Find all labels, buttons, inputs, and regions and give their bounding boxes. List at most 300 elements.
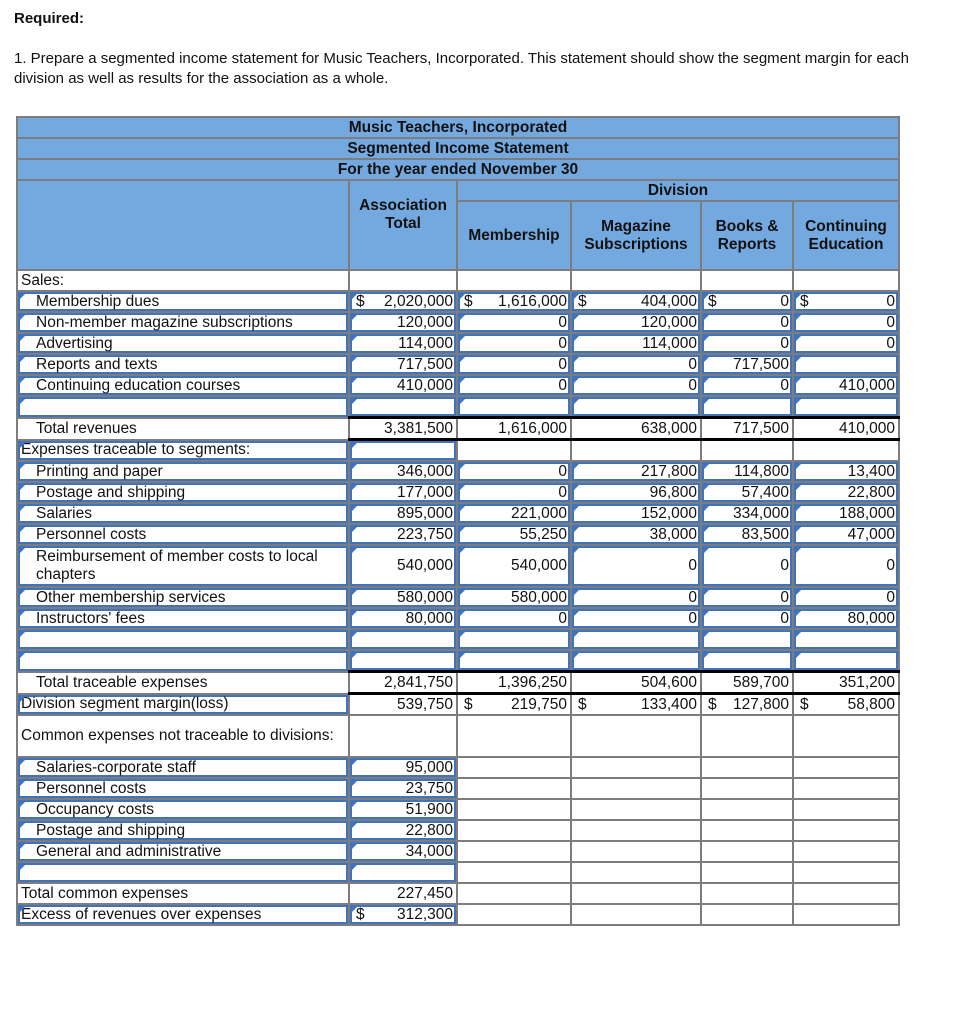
row-label-text: Personnel costs (36, 779, 147, 797)
table-row (17, 270, 899, 291)
row-label-text: Personnel costs (36, 525, 147, 543)
amount-value: 0 (688, 557, 697, 574)
table-row (17, 883, 899, 904)
row-label-text: Salaries-corporate staff (36, 758, 196, 776)
amount-input[interactable] (571, 503, 701, 524)
amount-cell (793, 757, 899, 778)
row-label-input[interactable] (17, 375, 349, 396)
amount-cell (701, 270, 793, 291)
amount-value: 717,500 (732, 419, 789, 437)
question-text: 1. Prepare a segmented income statement for Music Teachers, Incorporated. This statement should show the segment margin for each division as well as results for the association as a whole. (14, 50, 909, 87)
amount-value: 410,000 (838, 419, 895, 437)
dollar-sign: $ (708, 292, 717, 310)
amount-input[interactable] (457, 396, 571, 418)
amount-cell (457, 757, 571, 778)
amount-value: 539,750 (396, 695, 453, 713)
amount-input[interactable] (349, 629, 457, 650)
amount-input[interactable] (701, 587, 793, 608)
amount-cell (701, 418, 793, 440)
row-label-text: Total revenues (36, 419, 137, 437)
amount-cell (349, 883, 457, 904)
amount-input[interactable] (571, 461, 701, 482)
amount-value: 0 (780, 588, 789, 606)
row-label-input[interactable] (17, 757, 349, 778)
amount-value: 114,800 (734, 462, 789, 480)
table-row (17, 482, 899, 503)
amount-value: 0 (688, 355, 697, 373)
required-heading: Required: (14, 10, 85, 27)
amount-cell (571, 820, 701, 841)
dollar-sign: $ (464, 292, 473, 310)
amount-cell (571, 883, 701, 904)
amount-value: 2,020,000 (384, 292, 453, 310)
row-label-text: Reports and texts (36, 355, 158, 373)
amount-value: 22,800 (847, 483, 895, 501)
dollar-sign: $ (578, 292, 587, 310)
row-label-text: Printing and paper (36, 462, 163, 480)
amount-input[interactable] (349, 608, 457, 629)
amount-value: 0 (780, 292, 789, 310)
amount-value: 334,000 (732, 504, 789, 522)
table-row (17, 650, 899, 672)
amount-value: 0 (688, 376, 697, 394)
row-label-text: Postage and shipping (36, 821, 186, 839)
amount-cell (793, 694, 899, 716)
row-label-text: Excess of revenues over expenses (21, 905, 262, 923)
row-label-text: Common expenses not traceable to divisions: (21, 727, 334, 744)
row-label-input[interactable] (17, 291, 349, 312)
amount-input[interactable] (571, 587, 701, 608)
amount-cell (793, 841, 899, 862)
segmented-income-statement (16, 116, 900, 926)
amount-input[interactable] (793, 587, 899, 608)
table-row (17, 461, 899, 482)
amount-value: 114,000 (642, 334, 697, 352)
amount-value: 188,000 (838, 504, 895, 522)
amount-input[interactable] (571, 482, 701, 503)
dollar-sign: $ (800, 292, 809, 310)
amount-cell (571, 799, 701, 820)
amount-input[interactable] (701, 545, 793, 587)
amount-cell (701, 820, 793, 841)
row-label (17, 270, 349, 291)
table-row (17, 524, 899, 545)
amount-input[interactable] (793, 375, 899, 396)
amount-input[interactable] (349, 904, 457, 925)
amount-value: 540,000 (396, 557, 453, 574)
table-row (17, 503, 899, 524)
amount-input[interactable] (349, 312, 457, 333)
table-row (17, 672, 899, 694)
amount-cell (457, 883, 571, 904)
row-label-input[interactable] (17, 778, 349, 799)
amount-cell (571, 672, 701, 694)
row-label-input[interactable] (17, 524, 349, 545)
row-label-text: Expenses traceable to segments: (21, 441, 251, 459)
amount-value: 717,500 (732, 355, 789, 373)
amount-value: 0 (688, 609, 697, 627)
col-membership: Membership (457, 201, 571, 270)
amount-input[interactable] (571, 333, 701, 354)
amount-input[interactable] (793, 291, 899, 312)
amount-value: 0 (780, 376, 789, 394)
company-name: Music Teachers, Incorporated (17, 117, 899, 138)
amount-input[interactable] (701, 524, 793, 545)
statement-period: For the year ended November 30 (17, 159, 899, 180)
row-label-input[interactable] (17, 862, 349, 883)
dollar-sign: $ (800, 695, 809, 713)
row-label-input[interactable] (17, 354, 349, 375)
amount-cell (571, 715, 701, 757)
amount-cell (571, 270, 701, 291)
amount-input[interactable] (793, 503, 899, 524)
amount-input[interactable] (349, 482, 457, 503)
amount-input[interactable] (457, 545, 571, 587)
amount-input[interactable] (457, 503, 571, 524)
amount-input[interactable] (349, 461, 457, 482)
row-label-input[interactable] (17, 461, 349, 482)
amount-value: 312,300 (396, 905, 453, 923)
amount-value: 0 (688, 588, 697, 606)
row-label-text: Advertising (36, 334, 113, 352)
amount-value: 80,000 (405, 609, 453, 627)
amount-input[interactable] (793, 461, 899, 482)
amount-input[interactable] (349, 333, 457, 354)
amount-input[interactable] (349, 440, 457, 462)
amount-input[interactable] (571, 545, 701, 587)
amount-value: 96,800 (649, 483, 697, 501)
amount-input[interactable] (571, 650, 701, 672)
amount-input[interactable] (701, 375, 793, 396)
row-label-input[interactable] (17, 650, 349, 672)
col-association-total: Association Total (349, 180, 457, 270)
amount-cell (701, 862, 793, 883)
amount-cell (793, 883, 899, 904)
amount-value: 895,000 (396, 504, 453, 522)
row-label-input[interactable] (17, 440, 349, 462)
amount-cell (793, 778, 899, 799)
amount-cell (457, 672, 571, 694)
amount-value: 580,000 (396, 588, 453, 606)
row-label-input[interactable] (17, 841, 349, 862)
amount-input[interactable] (701, 482, 793, 503)
amount-input[interactable] (701, 333, 793, 354)
row-label-text: Reimbursement of member costs to local chapters (36, 548, 318, 583)
amount-cell (457, 904, 571, 925)
amount-input[interactable] (349, 587, 457, 608)
amount-cell (571, 440, 701, 462)
division-header: Division (457, 180, 899, 201)
amount-value: 80,000 (847, 609, 895, 627)
amount-input[interactable] (793, 333, 899, 354)
amount-input[interactable] (571, 312, 701, 333)
amount-value: 540,000 (510, 557, 567, 574)
row-label-input[interactable] (17, 587, 349, 608)
amount-input[interactable] (457, 524, 571, 545)
dollar-sign: $ (356, 292, 365, 310)
table-row (17, 396, 899, 418)
col-magazine: Magazine Subscriptions (571, 201, 701, 270)
amount-input[interactable] (571, 375, 701, 396)
amount-input[interactable] (349, 291, 457, 312)
amount-input[interactable] (349, 820, 457, 841)
row-label-text: Occupancy costs (36, 800, 155, 818)
table-row (17, 440, 899, 462)
amount-value: 404,000 (640, 292, 697, 310)
amount-cell (457, 440, 571, 462)
amount-cell (793, 440, 899, 462)
amount-cell (701, 841, 793, 862)
amount-cell (571, 778, 701, 799)
header-blank (17, 180, 349, 270)
amount-cell (457, 715, 571, 757)
dollar-sign: $ (356, 905, 365, 923)
amount-value: 120,000 (640, 313, 697, 331)
table-row (17, 587, 899, 608)
amount-input[interactable] (349, 545, 457, 587)
amount-cell (793, 904, 899, 925)
amount-cell (571, 862, 701, 883)
amount-cell (793, 715, 899, 757)
amount-input[interactable] (349, 862, 457, 883)
row-label-input[interactable] (17, 904, 349, 925)
table-row (17, 545, 899, 587)
amount-cell (457, 418, 571, 440)
table-row (17, 354, 899, 375)
table-row (17, 629, 899, 650)
amount-input[interactable] (701, 291, 793, 312)
amount-value: 0 (558, 462, 567, 480)
amount-cell (793, 672, 899, 694)
amount-value: 504,600 (640, 673, 697, 691)
amount-cell (457, 778, 571, 799)
row-label-input[interactable] (17, 799, 349, 820)
amount-input[interactable] (457, 461, 571, 482)
row-label-input[interactable] (17, 608, 349, 629)
amount-input[interactable] (349, 650, 457, 672)
amount-value: 1,616,000 (498, 292, 567, 310)
amount-value: 0 (780, 557, 789, 574)
amount-input[interactable] (349, 778, 457, 799)
row-label (17, 418, 349, 440)
amount-value: 410,000 (396, 376, 453, 394)
table-row (17, 715, 899, 757)
amount-cell (571, 694, 701, 716)
amount-input[interactable] (701, 354, 793, 375)
amount-input[interactable] (701, 608, 793, 629)
amount-input[interactable] (701, 629, 793, 650)
amount-cell (457, 820, 571, 841)
amount-input[interactable] (701, 396, 793, 418)
amount-input[interactable] (793, 608, 899, 629)
amount-value: 0 (886, 588, 895, 606)
col-books: Books & Reports (701, 201, 793, 270)
amount-input[interactable] (571, 608, 701, 629)
amount-input[interactable] (457, 608, 571, 629)
amount-input[interactable] (701, 312, 793, 333)
table-row (17, 312, 899, 333)
amount-input[interactable] (457, 312, 571, 333)
row-label (17, 715, 349, 757)
amount-input[interactable] (571, 629, 701, 650)
amount-cell (349, 672, 457, 694)
amount-value: 0 (780, 609, 789, 627)
amount-cell (793, 862, 899, 883)
amount-value: 0 (558, 313, 567, 331)
amount-value: 580,000 (510, 588, 567, 606)
amount-value: 0 (558, 355, 567, 373)
dollar-sign: $ (708, 695, 717, 713)
amount-value: 219,750 (510, 695, 567, 713)
row-label-input[interactable] (17, 694, 349, 716)
amount-value: 127,800 (732, 695, 789, 713)
amount-value: 217,800 (640, 462, 697, 480)
amount-input[interactable] (457, 375, 571, 396)
amount-value: 55,250 (519, 525, 567, 543)
amount-value: 22,800 (405, 821, 453, 839)
row-label-input[interactable] (17, 545, 349, 587)
table-row (17, 841, 899, 862)
row-label-text: Sales: (21, 271, 65, 289)
amount-input[interactable] (701, 503, 793, 524)
row-label-input[interactable] (17, 820, 349, 841)
amount-input[interactable] (793, 354, 899, 375)
amount-input[interactable] (571, 524, 701, 545)
amount-cell (457, 862, 571, 883)
amount-input[interactable] (457, 482, 571, 503)
amount-value: 589,700 (732, 673, 789, 691)
amount-value: 410,000 (838, 376, 895, 394)
dollar-sign: $ (578, 695, 587, 713)
amount-cell (701, 715, 793, 757)
amount-input[interactable] (349, 757, 457, 778)
amount-value: 2,841,750 (384, 673, 453, 691)
amount-input[interactable] (793, 396, 899, 418)
table-row (17, 291, 899, 312)
amount-input[interactable] (457, 587, 571, 608)
amount-cell (701, 672, 793, 694)
amount-input[interactable] (701, 461, 793, 482)
amount-value: 23,750 (405, 779, 453, 797)
row-label-input[interactable] (17, 396, 349, 418)
amount-value: 3,381,500 (384, 419, 453, 437)
amount-input[interactable] (457, 291, 571, 312)
amount-cell (457, 799, 571, 820)
amount-input[interactable] (793, 629, 899, 650)
amount-input[interactable] (571, 291, 701, 312)
amount-value: 346,000 (396, 462, 453, 480)
amount-input[interactable] (349, 396, 457, 418)
table-row (17, 799, 899, 820)
amount-value: 133,400 (640, 695, 697, 713)
amount-cell (701, 757, 793, 778)
amount-input[interactable] (571, 396, 701, 418)
amount-value: 223,750 (396, 525, 453, 543)
amount-value: 47,000 (847, 525, 895, 543)
amount-cell (349, 715, 457, 757)
amount-cell (457, 841, 571, 862)
amount-input[interactable] (349, 524, 457, 545)
amount-cell (457, 270, 571, 291)
amount-input[interactable] (349, 503, 457, 524)
amount-value: 13,400 (847, 462, 895, 480)
statement-title: Segmented Income Statement (17, 138, 899, 159)
table-row (17, 778, 899, 799)
amount-cell (571, 841, 701, 862)
amount-input[interactable] (349, 799, 457, 820)
amount-input[interactable] (793, 524, 899, 545)
amount-input[interactable] (793, 650, 899, 672)
amount-value: 120,000 (396, 313, 453, 331)
amount-input[interactable] (457, 629, 571, 650)
amount-input[interactable] (793, 482, 899, 503)
table-row (17, 418, 899, 440)
amount-value: 51,900 (405, 800, 453, 818)
amount-value: 38,000 (649, 525, 697, 543)
amount-input[interactable] (457, 650, 571, 672)
amount-input[interactable] (793, 545, 899, 587)
row-label-input[interactable] (17, 333, 349, 354)
amount-value: 95,000 (405, 758, 453, 776)
amount-value: 0 (886, 313, 895, 331)
amount-cell (793, 820, 899, 841)
amount-value: 638,000 (640, 419, 697, 437)
amount-value: 0 (886, 292, 895, 310)
row-label (17, 883, 349, 904)
amount-input[interactable] (457, 333, 571, 354)
row-label-input[interactable] (17, 629, 349, 650)
table-row (17, 862, 899, 883)
amount-value: 1,396,250 (498, 673, 567, 691)
amount-input[interactable] (793, 312, 899, 333)
amount-value: 0 (558, 609, 567, 627)
amount-value: 0 (886, 334, 895, 352)
row-label-text: Total common expenses (21, 884, 189, 902)
amount-value: 114,000 (398, 334, 453, 352)
amount-value: 0 (780, 334, 789, 352)
amount-value: 152,000 (640, 504, 697, 522)
amount-input[interactable] (457, 354, 571, 375)
amount-value: 83,500 (741, 525, 789, 543)
amount-value: 227,450 (396, 884, 453, 902)
amount-cell (571, 418, 701, 440)
amount-cell (571, 904, 701, 925)
amount-cell (571, 757, 701, 778)
amount-input[interactable] (571, 354, 701, 375)
row-label-input[interactable] (17, 312, 349, 333)
amount-input[interactable] (349, 375, 457, 396)
row-label-input[interactable] (17, 503, 349, 524)
amount-value: 0 (558, 334, 567, 352)
dollar-sign: $ (464, 695, 473, 713)
row-label-text: Membership dues (36, 292, 160, 310)
amount-cell (457, 694, 571, 716)
amount-input[interactable] (349, 841, 457, 862)
amount-cell (793, 799, 899, 820)
amount-value: 717,500 (396, 355, 453, 373)
amount-cell (701, 883, 793, 904)
amount-cell (793, 418, 899, 440)
table-row (17, 333, 899, 354)
row-label-input[interactable] (17, 482, 349, 503)
amount-input[interactable] (701, 650, 793, 672)
amount-input[interactable] (349, 354, 457, 375)
row-label-text: Instructors' fees (36, 609, 145, 627)
amount-value: 0 (558, 483, 567, 501)
table-row (17, 694, 899, 716)
amount-value: 58,800 (847, 695, 895, 713)
amount-value: 221,000 (510, 504, 567, 522)
